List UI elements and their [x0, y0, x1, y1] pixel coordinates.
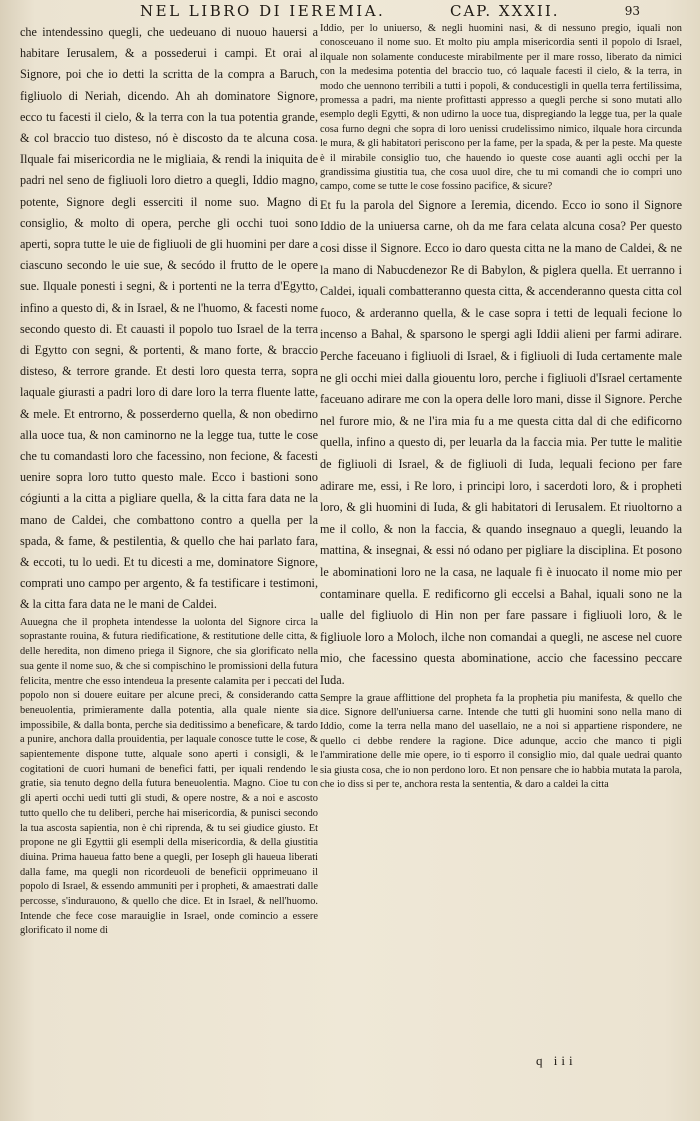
folio-number: 93 [624, 4, 640, 18]
right-column [320, 22, 682, 792]
scripture-text: che intendessino quegli, che uedeuano di nuouo hauersi a habitare Ierusalem, & a possederui i campi. Et orai al Signore, poi che io detti la scritta de la compra a Baruch, figliuolo di Neriah, dicendo. Ah ah dominatore Signore, ecco tu facesti il cielo, & la terra con la tua potentia grande, & col braccio tuo disteso, nó è discosto da te alcuna cosa. Ilquale fai misericordia ne le migliaia, & rendi la iniquita de padri nel seno de figliuoli loro dietro a quegli, Iddio magno, potente, Signore degli esserciti il nome suo. Magno di consiglio, & molto di opera, perche gli occhi tuoi sono aperti, sopra tutte le uie de figliuoli de gli huomini per dare a ciascuno secondo le uie sue, & secódo il frutto de le opere sue. Ilquale ponesti i segni, & i portenti ne la terra d'Egytto, infino a questo di, & in Israel, & ne l'huomo, & facesti nome secondo questo di. Et cauasti il popolo tuo Israel de la terra di Egytto con segni, & portenti, & mano forte, & braccio disteso, & terrore grande. Et desti loro questa terra, sopra laquale giurasti a padri loro di dare loro la terra fluente latte, & mele. Et entrorno, & posserderno quella, & non obedirno alla uoce tua, & non caminorno ne la legge tua, tutte le cose che tu comandasti loro che facessino, non fecione, & facesti uenire sopra loro tutto questo male. Ecco i bastioni sono cógiunti a la citta a pigliare quella, & la citta fara data ne la mano de Caldei, che combattono contro a quella per la spada, & fame, & pestilentia, & quello che hai parlato fara, & eccoti, tu lo uedi. Et tu dicesti a me, dominatore Signore, comprati uno campo per argento, & fa testificare i testimoni, & la citta fara data ne le mani de Caldei. [20, 25, 318, 612]
left-column [20, 22, 318, 939]
signature-mark: q iii [536, 1053, 577, 1068]
chapter-heading: CAP. XXXII. [450, 2, 560, 20]
running-title: NEL LIBRO DI IEREMIA. [140, 2, 386, 20]
commentary-text-right: Sempre la graue afflittione del propheta fa la prophetia piu manifesta, & quello che dice. Signore dell'uniuersa carne. Intende che tutti gli huomini sono nella mano di Iddio, come la terra nella mano del uasellaio, ne a noi si appartiene rispondere, ne quello ci debbe rendere la ragione. Dice adunque, accio che manco ti pigli l'ammiratione delle mie opere, io ti esporro il consiglio mio, dal quale uedrai quanto sia giusta cosa, che io non perdono loro. Et non pensare che io habbia mutata la parola, che io diss si per te, anchora resta la sententia, & daro a caldei la citta [320, 692, 682, 790]
commentary-continued: Iddio, per lo uniuerso, & negli huomini nasi, & di nessuno pregio, iquali non conosceuano il nome suo. Et molto piu ampla misericordia senti il popolo di Israel, ilquale non solamente conduceste mirabilmente per il mare rosso, liberato da nimici con la medesima potentia del braccio tuo, có laquale facesti il cielo, & la terra, in modo che uennono terribili a tutti i popoli, & conducestigli in quella terra fertilissima, promessa a padri, ma niente profittasti appresso a quegli perche si sono mutati allo esemplo degli Egytti, & non udirno la uoce tua, dispregiando la legge tua, per la quale cosa furno degni che sopra di loro uenissi crudelissimo nimico, ilquale hora circunda le mura, & gli habitatori periscono per la fame, per la spada, & per la peste. Ma queste è il mirabile consiglio tuo, che hauendo io queste cose auanti agli occhi per la grandissima giustitia tua, che cosa uuol dire, che tu mi comandi che io compri uno campo, come se tutte le cose fossino pacifice, & sicure? [320, 23, 682, 193]
scripture-text-right: Et fu la parola del Signore a Ieremia, dicendo. Ecco io sono il Signore Iddio de la uniuersa carne, oh da me fara celata alcuna cosa? Per questo cosi disse il Signore. Ecco io daro questa citta ne la mano de Caldei, & ne la mano di Nabucdenezor Re di Babylon, & piglera quella. Et uerranno i Caldei, iquali combatteranno questa citta, & accenderanno questa citta col fuoco, & arderanno quella, & le case sopra i tetti de lequali fecione lo incenso a Bahal, & sparsono le spergi agli Iddii alieni per farmi adirare. Perche faceuano i figliuoli di Israel, & i figliuoli di Iuda certamente male ne gli occhi miei dalla giouentu loro, perche i figliuoli d'Israel certamente faceuano adirare me con la opera delle loro mani, disse il Signore. Perche nel furore mio, & ne l'ira mia fu a me questa citta dal di che edificorno quella, infino a questo di, per leuarla da la faccia mia. Per tutte le malitie de figliuoli di Israel, & de figliuoli di Iuda, lequali feciono per fare adirare me, essi, i Re loro, i principi loro, i sacerdoti loro, & i propheti loro, & gli huomini di Iuda, & gli habitatori di Ierusalem. Et riuoltorno a me il collo, & non la faccia, & quando insegnauo a quegli, leuando la mattina, & insegnai, & essi nó odano per pigliare la disciplina. Et posono le abominationi loro ne la casa, ne laquale fi è inuocato il nome mio per contaminare quella. E redificorno gli eccelsi a Bahal, iquali sono ne la ualle del figliuolo di Hin non per fare passare i figliuoli loro, & le figliuole loro a Moloch, ilche non comandai a quegli, ne ascese nel cuore mio, che facessino questa abominatione, accio che facessino peccare Iuda. [320, 197, 682, 687]
commentary-text: Auuegna che il propheta intendesse la uolonta del Signore circa la soprastante rouina, & futura riedificatione, & restitutione delle citta, & delle heredita, non dimeno priega il Signore, che sia glorificato nella sua gente il nome suo, & che si compischino le promissioni della futura felicita, mentre che esso intendeua la presente calamita per i peccati del popolo non si douere euitare per alcune preci, & considerando catta beneuolentia, primieramente dalla potentia, alla quale niente sia impossibile, & dalla bonta, perche sia deditissimo a beneficare, & tardo a punire, anchora dalla prouidentia, per laquale conosce tutte le cose, & sapientemente dispone tutte, alquale sono aperti i consigli, & le cogitationi de cuori humani de benefici fatti, per iquali rendendo le gratie, sia tenuto degno della futura beneuolentia. Magno. Cioe tu con gli aperti occhi uedi tutti gli studi, & opere nostre, & a noi e ascosto tutto quello che tu deliberi, perche hai misericordia, & punisci secondo la tua ascosta sapientia, non è chi riprenda, & tu sei giudice giusto. Et propone ne gli Egyttii gli esempli della misericordia, & della giustitia diuina. Prima haueua fatto bene a quegli, per Ioseph gli haueua liberati dalla fame, ma quegli non ricordeuoli de beneficii opprimeuano il popolo di Israel, & essendo ammuniti per i propheti, & amaestrati dalle percosse, s'indurauono, & quello che dice. Et in Israel, & nell'huomo. Intende che fece cose marauiglie in Israel, onde comincio a essere glorificato il nome di [20, 616, 318, 937]
running-header [120, 2, 680, 24]
